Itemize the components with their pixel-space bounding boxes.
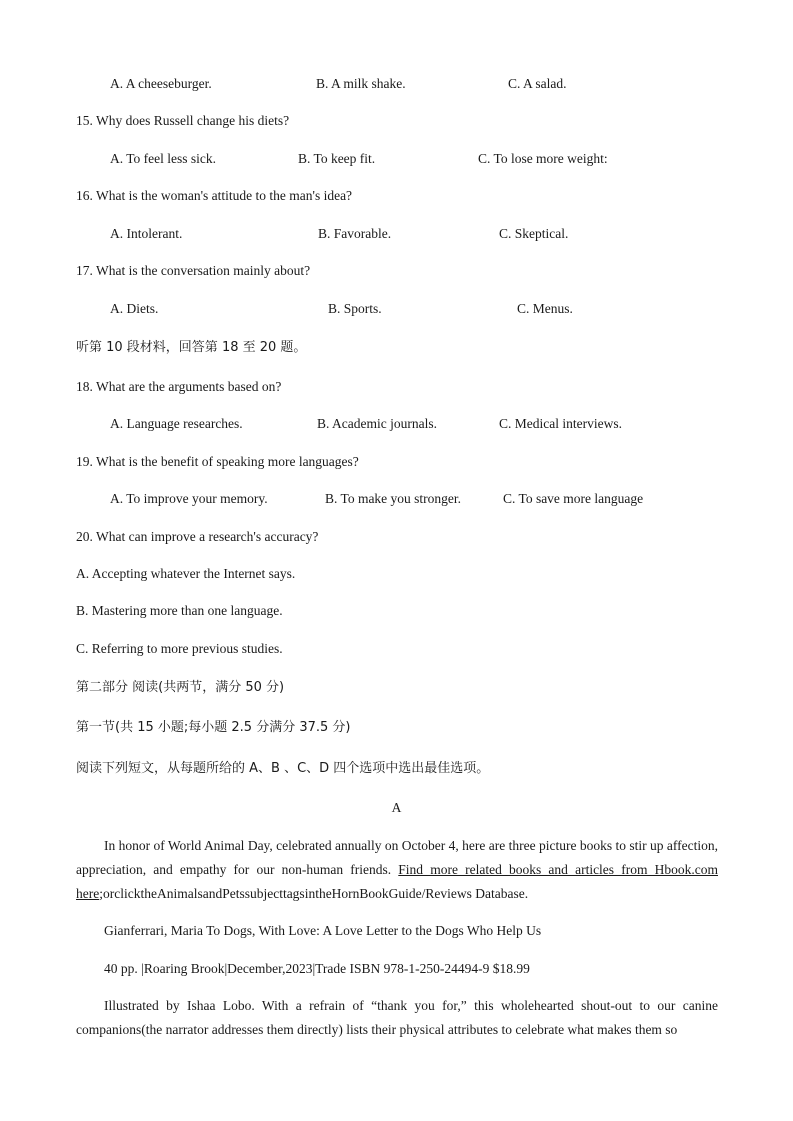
section-one-heading: 第一节(共 15 小题;每小题 2.5 分满分 37.5 分) bbox=[76, 720, 351, 735]
q16-stem: 16. What is the woman's attitude to the man's idea? bbox=[76, 188, 353, 203]
section-10-heading: 听第 10 段材料，回答第 18 至 20 题。 bbox=[76, 340, 307, 355]
q18-stem: 18. What are the arguments based on? bbox=[76, 379, 282, 394]
q17-option-b: B. Sports. bbox=[328, 301, 382, 316]
paragraph-2-text: Illustrated by Ishaa Lobo. With a refrain of “thank you for,” this wholehearted shout-out to our canine companions(the narrator addresses them directly) lists their physical attributes to celebrate what makes them so bbox=[76, 998, 718, 1037]
q20-stem: 20. What can improve a research's accuracy? bbox=[76, 529, 319, 544]
reading-instruction: 阅读下列短文，从每题所给的 A、B 、C、D 四个选项中选出最佳选项。 bbox=[76, 761, 490, 776]
q18-option-c: C. Medical interviews. bbox=[499, 416, 622, 431]
part-two-heading: 第二部分 阅读(共两节，满分 50 分) bbox=[76, 680, 285, 695]
q15-option-c: C. To lose more weight: bbox=[478, 151, 608, 166]
book-title: Gianferrari, Maria To Dogs, With Love: A Love Letter to the Dogs Who Help Us bbox=[104, 923, 542, 938]
q16-option-b: B. Favorable. bbox=[318, 226, 392, 241]
q14-option-a: A. A cheeseburger. bbox=[110, 76, 212, 91]
q14-option-b: B. A milk shake. bbox=[316, 76, 406, 91]
q20-option-c: C. Referring to more previous studies. bbox=[76, 641, 283, 656]
q18-option-b: B. Academic journals. bbox=[317, 416, 437, 431]
q19-option-c: C. To save more language bbox=[503, 491, 644, 506]
paragraph-1-tail: ;orclicktheAnimalsandPetssubjecttagsintheHornBookGuide/Reviews Database. bbox=[99, 886, 529, 901]
q16-option-a: A. Intolerant. bbox=[110, 226, 183, 241]
q17-option-c: C. Menus. bbox=[517, 301, 573, 316]
q15-stem: 15. Why does Russell change his diets? bbox=[76, 113, 290, 128]
q17-option-a: A. Diets. bbox=[110, 301, 159, 316]
passage-label: A bbox=[391, 800, 402, 815]
q15-option-a: A. To feel less sick. bbox=[110, 151, 217, 166]
q18-option-a: A. Language researches. bbox=[110, 416, 243, 431]
passage-paragraph-1 bbox=[76, 834, 718, 906]
q14-option-c: C. A salad. bbox=[508, 76, 567, 91]
q20-option-b: B. Mastering more than one language. bbox=[76, 603, 283, 618]
q17-stem: 17. What is the conversation mainly about? bbox=[76, 263, 311, 278]
q19-option-a: A. To improve your memory. bbox=[110, 491, 268, 506]
book-info: 40 pp. |Roaring Brook|December,2023|Trade ISBN 978-1-250-24494-9 $18.99 bbox=[104, 961, 530, 976]
q20-option-a: A. Accepting whatever the Internet says. bbox=[76, 566, 296, 581]
q19-option-b: B. To make you stronger. bbox=[325, 491, 462, 506]
q19-stem: 19. What is the benefit of speaking more languages? bbox=[76, 454, 359, 469]
q15-option-b: B. To keep fit. bbox=[298, 151, 376, 166]
passage-paragraph-2 bbox=[76, 994, 718, 1042]
hbook-link[interactable]: Find more related books and articles from Hbook.com here bbox=[76, 862, 718, 901]
q16-option-c: C. Skeptical. bbox=[499, 226, 569, 241]
paragraph-1-text: In honor of World Animal Day, celebrated annually on October 4, here are three picture books to stir up affection, appreciation, and empathy for our non-human friends. bbox=[76, 838, 718, 877]
